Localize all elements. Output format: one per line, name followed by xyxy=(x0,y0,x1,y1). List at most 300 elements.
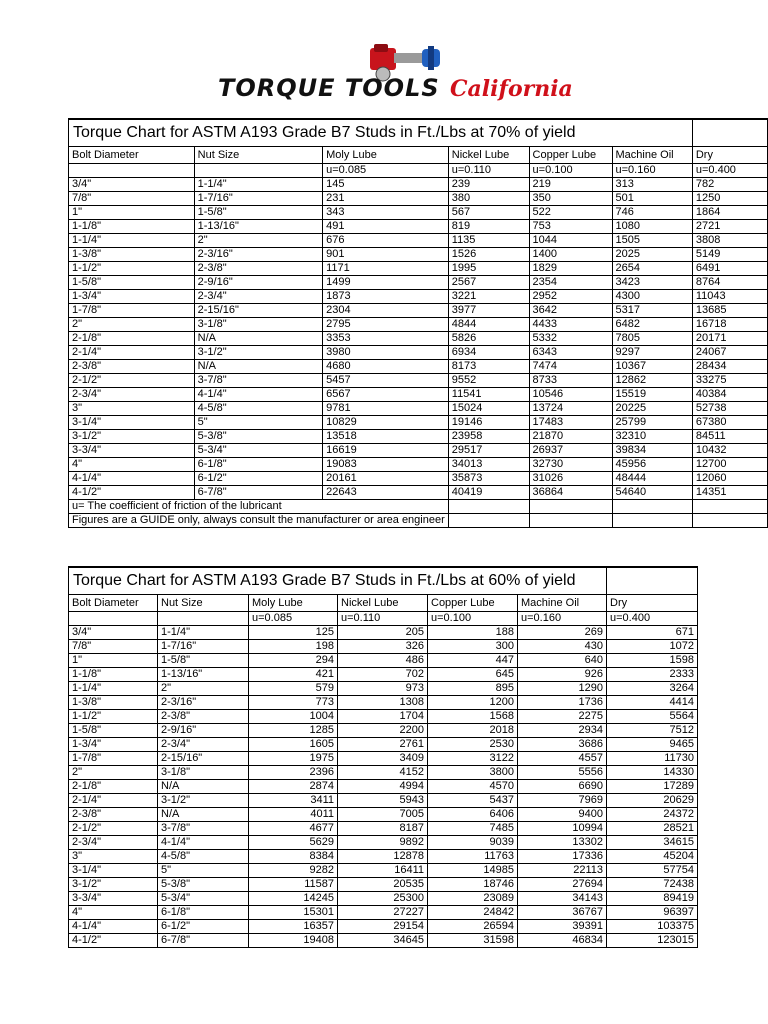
torque-value-cell: 6406 xyxy=(428,808,518,822)
torque-value-cell: 5564 xyxy=(607,710,698,724)
table-row xyxy=(69,318,768,332)
torque-value-cell: 34645 xyxy=(338,934,428,948)
torque-value-cell: 15519 xyxy=(612,388,692,402)
torque-value-cell: 640 xyxy=(518,654,607,668)
torque-value-cell: 8733 xyxy=(529,374,612,388)
empty-cell xyxy=(69,164,195,178)
torque-value-cell: 1598 xyxy=(607,654,698,668)
torque-value-cell: 2567 xyxy=(448,276,529,290)
torque-value-cell: 1736 xyxy=(518,696,607,710)
torque-value-cell: 16411 xyxy=(338,864,428,878)
torque-value-cell: 13302 xyxy=(518,836,607,850)
logo-script: California xyxy=(450,76,573,102)
torque-value-cell: 973 xyxy=(338,682,428,696)
torque-value-cell: 9552 xyxy=(448,374,529,388)
nut-size-cell: 2-3/16" xyxy=(194,248,322,262)
bolt-diameter-cell: 7/8" xyxy=(69,640,158,654)
torque-value-cell: 23089 xyxy=(428,892,518,906)
torque-value-cell: 746 xyxy=(612,206,692,220)
bolt-diameter-cell: 3/4" xyxy=(69,178,195,192)
nut-size-cell: 2-9/16" xyxy=(194,276,322,290)
coefficient-row xyxy=(69,164,768,178)
torque-value-cell: 4300 xyxy=(612,290,692,304)
torque-value-cell: 2721 xyxy=(692,220,767,234)
table-row xyxy=(69,934,698,948)
nut-size-cell: 3-7/8" xyxy=(194,374,322,388)
nut-size-cell: 2-3/4" xyxy=(158,738,249,752)
bolt-diameter-cell: 3-1/4" xyxy=(69,864,158,878)
torque-value-cell: 14985 xyxy=(428,864,518,878)
friction-coefficient: u=0.110 xyxy=(448,164,529,178)
torque-value-cell: 14245 xyxy=(249,892,338,906)
empty-cell xyxy=(448,514,529,528)
column-header: Nickel Lube xyxy=(338,595,428,612)
torque-value-cell: 45956 xyxy=(612,458,692,472)
torque-value-cell: 350 xyxy=(529,192,612,206)
torque-value-cell: 926 xyxy=(518,668,607,682)
torque-value-cell: 11587 xyxy=(249,878,338,892)
torque-value-cell: 5629 xyxy=(249,836,338,850)
torque-value-cell: 702 xyxy=(338,668,428,682)
torque-value-cell: 3642 xyxy=(529,304,612,318)
torque-value-cell: 27227 xyxy=(338,906,428,920)
chart-title-row xyxy=(69,119,768,147)
table-row xyxy=(69,836,698,850)
torque-value-cell: 34615 xyxy=(607,836,698,850)
empty-cell xyxy=(692,500,767,514)
torque-value-cell: 57754 xyxy=(607,864,698,878)
column-header: Bolt Diameter xyxy=(69,147,195,164)
torque-value-cell: 20161 xyxy=(323,472,449,486)
title-spacer-cell xyxy=(607,567,698,595)
bolt-diameter-cell: 4-1/4" xyxy=(69,472,195,486)
torque-value-cell: 10367 xyxy=(612,360,692,374)
nut-size-cell: 4-5/8" xyxy=(158,850,249,864)
table-row xyxy=(69,752,698,766)
torque-value-cell: 4557 xyxy=(518,752,607,766)
table-row xyxy=(69,766,698,780)
torque-value-cell: 12060 xyxy=(692,472,767,486)
torque-value-cell: 34013 xyxy=(448,458,529,472)
bolt-diameter-cell: 1-5/8" xyxy=(69,724,158,738)
table-row xyxy=(69,654,698,668)
bolt-diameter-cell: 3" xyxy=(69,850,158,864)
bolt-diameter-cell: 4" xyxy=(69,906,158,920)
torque-value-cell: 8187 xyxy=(338,822,428,836)
bolt-diameter-cell: 1-1/4" xyxy=(69,682,158,696)
nut-size-cell: 6-7/8" xyxy=(158,934,249,948)
torque-value-cell: 14330 xyxy=(607,766,698,780)
bolt-diameter-cell: 2-3/8" xyxy=(69,360,195,374)
torque-value-cell: 29154 xyxy=(338,920,428,934)
torque-value-cell: 1308 xyxy=(338,696,428,710)
torque-value-cell: 300 xyxy=(428,640,518,654)
table-row xyxy=(69,416,768,430)
torque-value-cell: 15024 xyxy=(448,402,529,416)
column-header: Moly Lube xyxy=(249,595,338,612)
nut-size-cell: 5" xyxy=(194,416,322,430)
torque-value-cell: 33275 xyxy=(692,374,767,388)
bolt-diameter-cell: 1-3/4" xyxy=(69,738,158,752)
torque-value-cell: 380 xyxy=(448,192,529,206)
torque-value-cell: 19408 xyxy=(249,934,338,948)
friction-coefficient: u=0.100 xyxy=(428,612,518,626)
torque-value-cell: 205 xyxy=(338,626,428,640)
bolt-diameter-cell: 2-3/8" xyxy=(69,808,158,822)
torque-value-cell: 4680 xyxy=(323,360,449,374)
coefficient-row xyxy=(69,612,698,626)
torque-value-cell: 1704 xyxy=(338,710,428,724)
nut-size-cell: N/A xyxy=(158,808,249,822)
torque-value-cell: 1400 xyxy=(529,248,612,262)
column-header: Moly Lube xyxy=(323,147,449,164)
table-row xyxy=(69,710,698,724)
nut-size-cell: 2-15/16" xyxy=(194,304,322,318)
torque-value-cell: 7512 xyxy=(607,724,698,738)
torque-value-cell: 15301 xyxy=(249,906,338,920)
torque-value-cell: 6491 xyxy=(692,262,767,276)
torque-value-cell: 28521 xyxy=(607,822,698,836)
bolt-diameter-cell: 2-3/4" xyxy=(69,836,158,850)
bolt-diameter-cell: 3" xyxy=(69,402,195,416)
torque-value-cell: 9039 xyxy=(428,836,518,850)
torque-value-cell: 40419 xyxy=(448,486,529,500)
torque-chart-70 xyxy=(68,118,768,528)
torque-value-cell: 29517 xyxy=(448,444,529,458)
torque-value-cell: 3409 xyxy=(338,752,428,766)
nut-size-cell: 6-1/8" xyxy=(158,906,249,920)
table-row xyxy=(69,374,768,388)
torque-value-cell: 3411 xyxy=(249,794,338,808)
torque-value-cell: 72438 xyxy=(607,878,698,892)
torque-value-cell: 17336 xyxy=(518,850,607,864)
empty-cell xyxy=(69,612,158,626)
torque-value-cell: 1605 xyxy=(249,738,338,752)
torque-value-cell: 6567 xyxy=(323,388,449,402)
torque-value-cell: 10546 xyxy=(529,388,612,402)
nut-size-cell: 5-3/8" xyxy=(158,878,249,892)
torque-value-cell: 4570 xyxy=(428,780,518,794)
torque-value-cell: 4994 xyxy=(338,780,428,794)
nut-size-cell: N/A xyxy=(194,360,322,374)
torque-value-cell: 11763 xyxy=(428,850,518,864)
bolt-diameter-cell: 2" xyxy=(69,318,195,332)
torque-value-cell: 1250 xyxy=(692,192,767,206)
torque-value-cell: 4152 xyxy=(338,766,428,780)
table-row xyxy=(69,724,698,738)
torque-value-cell: 343 xyxy=(323,206,449,220)
nut-size-cell: 1-5/8" xyxy=(194,206,322,220)
torque-value-cell: 9400 xyxy=(518,808,607,822)
bolt-diameter-cell: 1" xyxy=(69,206,195,220)
nut-size-cell: 6-1/2" xyxy=(194,472,322,486)
torque-value-cell: 11541 xyxy=(448,388,529,402)
torque-value-cell: 125 xyxy=(249,626,338,640)
torque-value-cell: 294 xyxy=(249,654,338,668)
torque-value-cell: 32310 xyxy=(612,430,692,444)
torque-value-cell: 40384 xyxy=(692,388,767,402)
bolt-diameter-cell: 2-1/2" xyxy=(69,822,158,836)
column-header: Bolt Diameter xyxy=(69,595,158,612)
table-row xyxy=(69,290,768,304)
torque-value-cell: 188 xyxy=(428,626,518,640)
table-row xyxy=(69,920,698,934)
torque-value-cell: 2934 xyxy=(518,724,607,738)
torque-value-cell: 52738 xyxy=(692,402,767,416)
bolt-diameter-cell: 1-7/8" xyxy=(69,304,195,318)
nut-size-cell: 2-15/16" xyxy=(158,752,249,766)
column-header: Dry xyxy=(692,147,767,164)
table-row xyxy=(69,206,768,220)
torque-value-cell: 7485 xyxy=(428,822,518,836)
column-header: Nut Size xyxy=(194,147,322,164)
torque-value-cell: 12862 xyxy=(612,374,692,388)
torque-value-cell: 11730 xyxy=(607,752,698,766)
torque-value-cell: 11043 xyxy=(692,290,767,304)
torque-value-cell: 28434 xyxy=(692,360,767,374)
torque-value-cell: 13724 xyxy=(529,402,612,416)
bolt-diameter-cell: 3/4" xyxy=(69,626,158,640)
torque-chart-60 xyxy=(68,566,698,948)
bolt-diameter-cell: 1-3/8" xyxy=(69,696,158,710)
torque-value-cell: 2018 xyxy=(428,724,518,738)
torque-value-cell: 31598 xyxy=(428,934,518,948)
torque-value-cell: 2795 xyxy=(323,318,449,332)
nut-size-cell: N/A xyxy=(194,332,322,346)
torque-value-cell: 9297 xyxy=(612,346,692,360)
torque-value-cell: 5556 xyxy=(518,766,607,780)
nut-size-cell: 4-1/4" xyxy=(158,836,249,850)
torque-value-cell: 2200 xyxy=(338,724,428,738)
bolt-diameter-cell: 2-1/2" xyxy=(69,374,195,388)
nut-size-cell: 3-1/2" xyxy=(194,346,322,360)
torque-value-cell: 326 xyxy=(338,640,428,654)
column-header: Copper Lube xyxy=(529,147,612,164)
torque-value-cell: 35873 xyxy=(448,472,529,486)
bolt-diameter-cell: 4-1/2" xyxy=(69,934,158,948)
torque-value-cell: 20225 xyxy=(612,402,692,416)
footnote-row xyxy=(69,500,768,514)
nut-size-cell: 1-1/4" xyxy=(194,178,322,192)
torque-value-cell: 6690 xyxy=(518,780,607,794)
torque-value-cell: 27694 xyxy=(518,878,607,892)
torque-value-cell: 1505 xyxy=(612,234,692,248)
table-row xyxy=(69,486,768,500)
torque-value-cell: 313 xyxy=(612,178,692,192)
table-row xyxy=(69,192,768,206)
torque-value-cell: 1044 xyxy=(529,234,612,248)
chart-title: Torque Chart for ASTM A193 Grade B7 Studs in Ft./Lbs at 60% of yield xyxy=(69,567,607,595)
table-row xyxy=(69,304,768,318)
torque-value-cell: 1873 xyxy=(323,290,449,304)
torque-value-cell: 2530 xyxy=(428,738,518,752)
table-row xyxy=(69,234,768,248)
bolt-diameter-cell: 1-1/4" xyxy=(69,234,195,248)
torque-value-cell: 3980 xyxy=(323,346,449,360)
torque-value-cell: 5457 xyxy=(323,374,449,388)
torque-value-cell: 1829 xyxy=(529,262,612,276)
table-row xyxy=(69,696,698,710)
torque-value-cell: 25799 xyxy=(612,416,692,430)
table-row xyxy=(69,864,698,878)
friction-coefficient: u=0.085 xyxy=(323,164,449,178)
column-header: Machine Oil xyxy=(518,595,607,612)
torque-value-cell: 20629 xyxy=(607,794,698,808)
torque-value-cell: 7474 xyxy=(529,360,612,374)
nut-size-cell: 2-3/4" xyxy=(194,290,322,304)
nut-size-cell: 3-1/8" xyxy=(158,766,249,780)
torque-value-cell: 5149 xyxy=(692,248,767,262)
torque-value-cell: 123015 xyxy=(607,934,698,948)
torque-value-cell: 3264 xyxy=(607,682,698,696)
torque-value-cell: 2025 xyxy=(612,248,692,262)
column-header: Nickel Lube xyxy=(448,147,529,164)
torque-value-cell: 5826 xyxy=(448,332,529,346)
table-row xyxy=(69,738,698,752)
bolt-diameter-cell: 1-3/8" xyxy=(69,248,195,262)
torque-value-cell: 447 xyxy=(428,654,518,668)
chart-title-row xyxy=(69,567,698,595)
table-row xyxy=(69,388,768,402)
empty-cell xyxy=(448,500,529,514)
torque-value-cell: 9465 xyxy=(607,738,698,752)
torque-value-cell: 1200 xyxy=(428,696,518,710)
nut-size-cell: 1-7/16" xyxy=(194,192,322,206)
torque-value-cell: 579 xyxy=(249,682,338,696)
bolt-diameter-cell: 4" xyxy=(69,458,195,472)
torque-value-cell: 10432 xyxy=(692,444,767,458)
torque-value-cell: 10829 xyxy=(323,416,449,430)
bolt-diameter-cell: 1" xyxy=(69,654,158,668)
torque-value-cell: 1290 xyxy=(518,682,607,696)
torque-value-cell: 84511 xyxy=(692,430,767,444)
nut-size-cell: 1-7/16" xyxy=(158,640,249,654)
table-row xyxy=(69,220,768,234)
table-row xyxy=(69,332,768,346)
torque-value-cell: 501 xyxy=(612,192,692,206)
column-header: Machine Oil xyxy=(612,147,692,164)
torque-value-cell: 5943 xyxy=(338,794,428,808)
torque-value-cell: 48444 xyxy=(612,472,692,486)
torque-value-cell: 522 xyxy=(529,206,612,220)
torque-value-cell: 3221 xyxy=(448,290,529,304)
torque-value-cell: 19146 xyxy=(448,416,529,430)
torque-value-cell: 36767 xyxy=(518,906,607,920)
nut-size-cell: 5-3/4" xyxy=(158,892,249,906)
column-header: Copper Lube xyxy=(428,595,518,612)
torque-value-cell: 2396 xyxy=(249,766,338,780)
torque-value-cell: 22113 xyxy=(518,864,607,878)
table-row xyxy=(69,780,698,794)
bolt-diameter-cell: 7/8" xyxy=(69,192,195,206)
torque-value-cell: 22643 xyxy=(323,486,449,500)
table-row xyxy=(69,822,698,836)
torque-value-cell: 89419 xyxy=(607,892,698,906)
torque-value-cell: 7005 xyxy=(338,808,428,822)
torque-value-cell: 2761 xyxy=(338,738,428,752)
bolt-diameter-cell: 2-1/4" xyxy=(69,794,158,808)
torque-value-cell: 19083 xyxy=(323,458,449,472)
friction-coefficient: u=0.400 xyxy=(607,612,698,626)
torque-value-cell: 3800 xyxy=(428,766,518,780)
nut-size-cell: 5-3/8" xyxy=(194,430,322,444)
torque-value-cell: 5317 xyxy=(612,304,692,318)
torque-value-cell: 1135 xyxy=(448,234,529,248)
torque-value-cell: 486 xyxy=(338,654,428,668)
torque-value-cell: 2333 xyxy=(607,668,698,682)
torque-value-cell: 26594 xyxy=(428,920,518,934)
torque-value-cell: 3122 xyxy=(428,752,518,766)
table-row xyxy=(69,262,768,276)
nut-size-cell: 2-3/8" xyxy=(158,710,249,724)
torque-value-cell: 773 xyxy=(249,696,338,710)
torque-value-cell: 46834 xyxy=(518,934,607,948)
nut-size-cell: 2-9/16" xyxy=(158,724,249,738)
bolt-diameter-cell: 2-1/8" xyxy=(69,780,158,794)
footnote: u= The coefficient of friction of the lubricant xyxy=(69,500,449,514)
empty-cell xyxy=(692,514,767,528)
empty-cell xyxy=(194,164,322,178)
bolt-diameter-cell: 1-1/8" xyxy=(69,220,195,234)
torque-value-cell: 676 xyxy=(323,234,449,248)
torque-value-cell: 421 xyxy=(249,668,338,682)
empty-cell xyxy=(529,500,612,514)
torque-value-cell: 782 xyxy=(692,178,767,192)
torque-value-cell: 1568 xyxy=(428,710,518,724)
nut-size-cell: 2" xyxy=(158,682,249,696)
table-row xyxy=(69,668,698,682)
torque-value-cell: 4433 xyxy=(529,318,612,332)
torque-value-cell: 20171 xyxy=(692,332,767,346)
nut-size-cell: 1-1/4" xyxy=(158,626,249,640)
torque-value-cell: 12878 xyxy=(338,850,428,864)
torque-value-cell: 24067 xyxy=(692,346,767,360)
torque-value-cell: 31026 xyxy=(529,472,612,486)
torque-value-cell: 1285 xyxy=(249,724,338,738)
torque-value-cell: 9781 xyxy=(323,402,449,416)
bolt-diameter-cell: 3-3/4" xyxy=(69,892,158,906)
bolt-diameter-cell: 1-1/2" xyxy=(69,710,158,724)
torque-value-cell: 25300 xyxy=(338,892,428,906)
torque-value-cell: 9282 xyxy=(249,864,338,878)
torque-value-cell: 3686 xyxy=(518,738,607,752)
table-row xyxy=(69,346,768,360)
torque-value-cell: 16718 xyxy=(692,318,767,332)
bolt-diameter-cell: 2-1/8" xyxy=(69,332,195,346)
torque-value-cell: 3423 xyxy=(612,276,692,290)
torque-value-cell: 7969 xyxy=(518,794,607,808)
torque-value-cell: 20535 xyxy=(338,878,428,892)
nut-size-cell: 3-1/8" xyxy=(194,318,322,332)
footnote: Figures are a GUIDE only, always consult the manufacturer or area engineer xyxy=(69,514,449,528)
torque-value-cell: 39834 xyxy=(612,444,692,458)
bolt-diameter-cell: 3-1/4" xyxy=(69,416,195,430)
torque-value-cell: 1975 xyxy=(249,752,338,766)
torque-value-cell: 45204 xyxy=(607,850,698,864)
torque-value-cell: 1526 xyxy=(448,248,529,262)
nut-size-cell: 1-5/8" xyxy=(158,654,249,668)
torque-value-cell: 269 xyxy=(518,626,607,640)
torque-value-cell: 567 xyxy=(448,206,529,220)
table-row xyxy=(69,878,698,892)
torque-value-cell: 4844 xyxy=(448,318,529,332)
table-row xyxy=(69,906,698,920)
torque-value-cell: 6934 xyxy=(448,346,529,360)
torque-value-cell: 1995 xyxy=(448,262,529,276)
torque-value-cell: 96397 xyxy=(607,906,698,920)
torque-value-cell: 753 xyxy=(529,220,612,234)
torque-value-cell: 1499 xyxy=(323,276,449,290)
